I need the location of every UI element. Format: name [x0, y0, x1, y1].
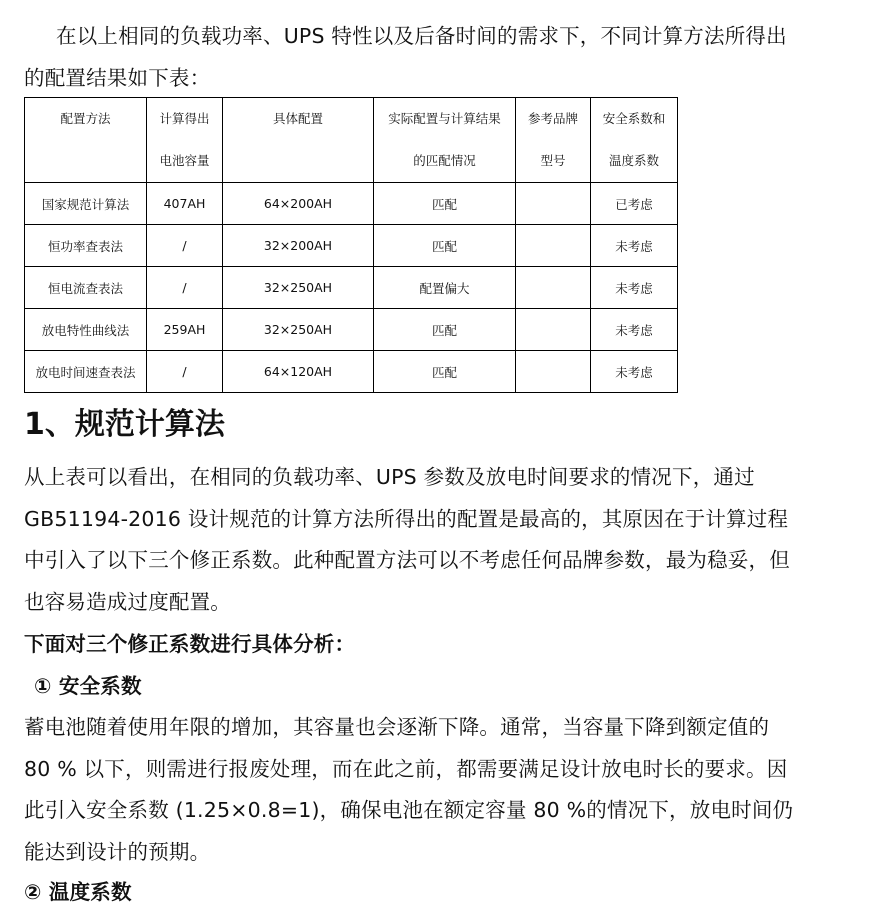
cell-match: 匹配 — [374, 225, 516, 267]
item-heading-safety: ① 安全系数 — [34, 674, 142, 698]
cell-method: 恒电流查表法 — [25, 267, 147, 309]
cell-capacity: / — [147, 267, 223, 309]
intro-line-1: 在以上相同的负载功率、UPS 特性以及后备时间的需求下，不同计算方法所得出 — [56, 24, 787, 48]
cell-brand-model — [516, 225, 591, 267]
paragraph-line: 从上表可以看出，在相同的负载功率、UPS 参数及放电时间要求的情况下，通过 — [24, 465, 755, 489]
paragraph-line: 此引入安全系数 (1.25×0.8=1)，确保电池在额定容量 80 %的情况下，放电时间仍 — [24, 798, 794, 822]
cell-brand-model — [516, 183, 591, 225]
paragraph-line: 中引入了以下三个修正系数。此种配置方法可以不考虑任何品牌参数，最为稳妥，但 — [24, 548, 790, 572]
configuration-table — [24, 97, 678, 393]
cell-method: 放电时间速查表法 — [25, 351, 147, 393]
table-row — [25, 309, 678, 351]
table-row — [25, 183, 678, 225]
cell-configuration: 32×250AH — [223, 267, 374, 309]
paragraph-line: 蓄电池随着使用年限的增加，其容量也会逐渐下降。通常，当容量下降到额定值的 — [24, 715, 770, 739]
cell-configuration: 64×200AH — [223, 183, 374, 225]
cell-coefficients: 已考虑 — [591, 183, 678, 225]
cell-match: 匹配 — [374, 309, 516, 351]
cell-match: 匹配 — [374, 183, 516, 225]
paragraph-line: 80 % 以下，则需进行报废处理，而在此之前，都需要满足设计放电时长的要求。因 — [24, 757, 788, 781]
header-brand-model: 参考品牌 型号 — [516, 98, 591, 183]
header-method: 配置方法 — [25, 98, 147, 183]
item-heading-temperature: ② 温度系数 — [24, 880, 132, 904]
cell-method: 放电特性曲线法 — [25, 309, 147, 351]
paragraph-line: 能达到设计的预期。 — [24, 840, 211, 864]
cell-coefficients: 未考虑 — [591, 225, 678, 267]
table-header-row — [25, 98, 678, 183]
cell-capacity: 407AH — [147, 183, 223, 225]
cell-brand-model — [516, 267, 591, 309]
cell-capacity: / — [147, 351, 223, 393]
analysis-heading: 下面对三个修正系数进行具体分析： — [24, 632, 356, 656]
cell-match: 配置偏大 — [374, 267, 516, 309]
paragraph-line: 也容易造成过度配置。 — [24, 590, 231, 614]
cell-match: 匹配 — [374, 351, 516, 393]
header-coefficients: 安全系数和 温度系数 — [591, 98, 678, 183]
header-capacity: 计算得出 电池容量 — [147, 98, 223, 183]
cell-capacity: 259AH — [147, 309, 223, 351]
table-row — [25, 267, 678, 309]
intro-line-2: 的配置结果如下表： — [24, 66, 211, 90]
header-configuration: 具体配置 — [223, 98, 374, 183]
table-row — [25, 351, 678, 393]
cell-brand-model — [516, 351, 591, 393]
cell-configuration: 32×250AH — [223, 309, 374, 351]
paragraph-line: GB51194-2016 设计规范的计算方法所得出的配置是最高的，其原因在于计算过程 — [24, 507, 789, 531]
cell-method: 恒功率查表法 — [25, 225, 147, 267]
table-row — [25, 225, 678, 267]
section-title: 1、规范计算法 — [24, 407, 225, 442]
cell-configuration: 32×200AH — [223, 225, 374, 267]
cell-capacity: / — [147, 225, 223, 267]
cell-coefficients: 未考虑 — [591, 267, 678, 309]
cell-configuration: 64×120AH — [223, 351, 374, 393]
cell-coefficients: 未考虑 — [591, 309, 678, 351]
header-match: 实际配置与计算结果 的匹配情况 — [374, 98, 516, 183]
cell-coefficients: 未考虑 — [591, 351, 678, 393]
cell-brand-model — [516, 309, 591, 351]
cell-method: 国家规范计算法 — [25, 183, 147, 225]
